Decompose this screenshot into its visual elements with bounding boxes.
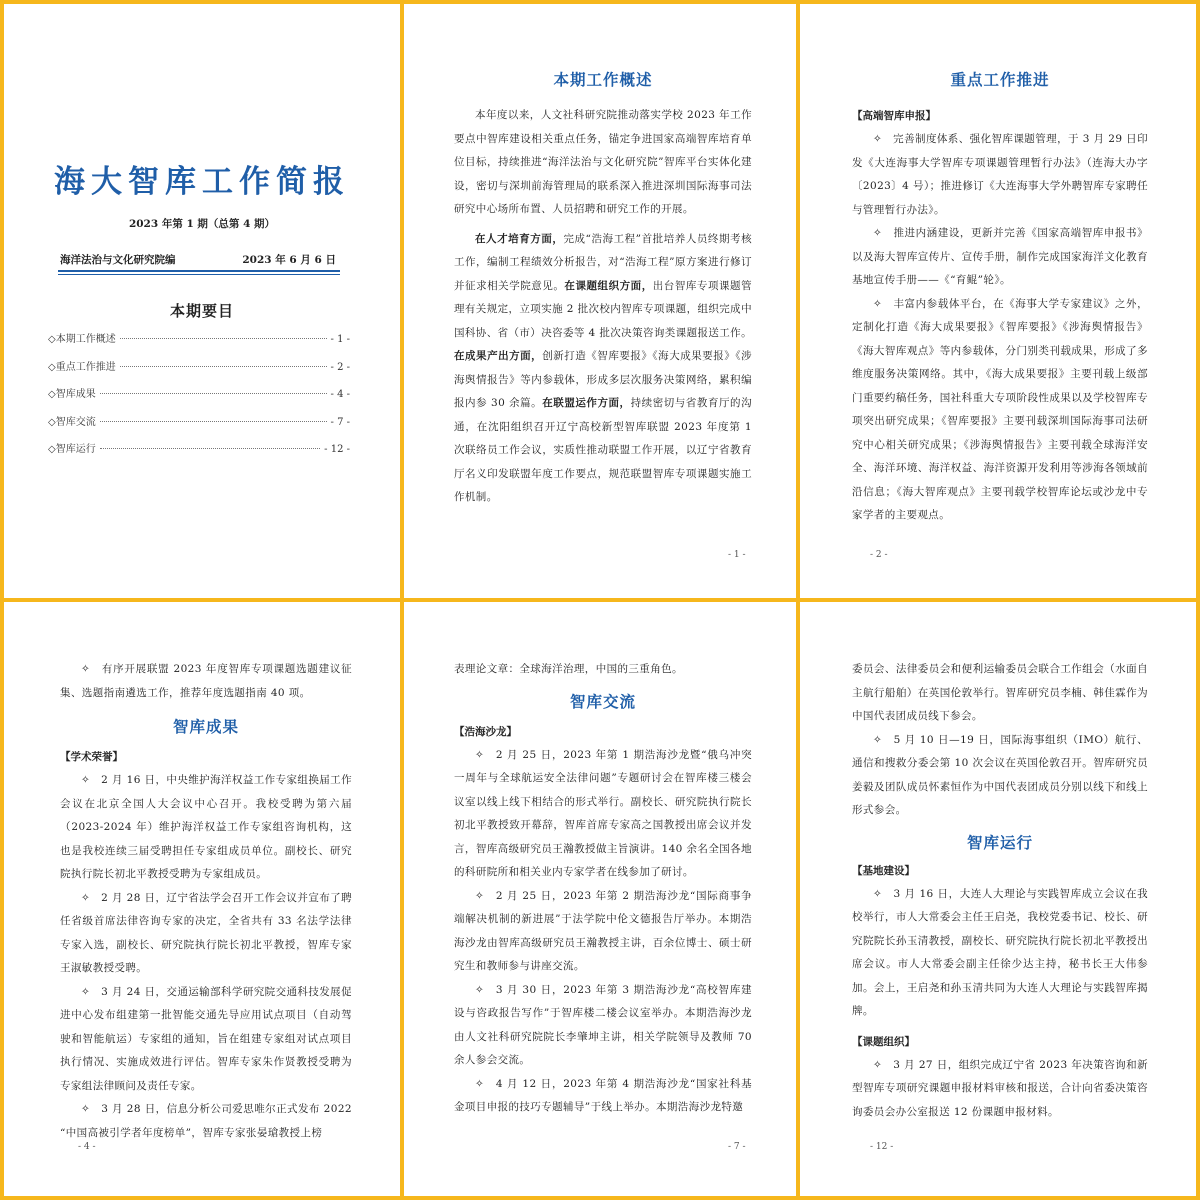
header-rule	[58, 270, 340, 272]
toc-item[interactable]: ◇智库运行 - 12 -	[48, 444, 350, 455]
page-number: - 2 -	[870, 550, 888, 560]
paragraph: 表理论文章：全球海洋治理，中国的三重角色。	[454, 663, 683, 675]
cover-meta	[60, 252, 336, 267]
toc-item[interactable]: ◇智库交流 - 7 -	[48, 416, 350, 428]
subsection-label: 【浩海沙龙】	[454, 725, 517, 738]
paragraph: ✧ 3 月 24 日，交通运输部科学研究院交通科技发展促进中心发布组建第一批智能交通先导应用试点项目（自动驾驶和智能航运）专家组的通知，旨在组建专家组对试点项目执行情况、实施成效进行评估。智库专家朱作贤教授受聘为专家组法律顾问及责任专家。	[60, 985, 352, 1092]
subsection-label: 【课题组织】	[852, 1035, 915, 1048]
section-title: 智库运行	[966, 833, 1033, 852]
issue-number: 2023 年第 1 期（总第 4 期）	[128, 218, 276, 230]
toc-title: 本期要目	[169, 302, 234, 320]
page-2	[800, 4, 1196, 598]
paragraph: ✧ 推进内涵建设，更新并完善《国家高端智库申报书》以及海大智库宣传片、宣传手册，制作完成国家海洋文化教育基地宣传手册——《“育鲲”轮》。	[852, 227, 1148, 286]
toc-item[interactable]: ◇智库成果 - 4 -	[48, 389, 350, 400]
paragraph: ✧ 2 月 28 日，辽宁省法学会召开工作会议并宣布了聘任省级首席法律咨询专家的决定，全省共有 33 名法学法律专家入选，副校长、研究院执行院长初北平教授，智库专家王淑敏教授受聘。	[60, 891, 352, 974]
page-7	[404, 602, 796, 1196]
paragraph: 在人才培育方面，完成“浩海工程”首批培养人员终期考核工作，编制工程绩效分析报告，对“浩海工程”原方案进行修订并征求相关学院意见。在课题组织方面，出台智库专项课题管理有关规定，立项实施 2 批次校内智库专项课题，组织完成中国科协、省（市）决咨委等 4 批次决策咨询类课题报送工作。在成果产出方面，创新打造《智库要报》《海大成果要报》《涉海舆情报告》等内参载体，形成多层次服务决策网络，累积编报内参 30 余篇。在联盟运作方面，持续密切与省教育厅的沟通，在沈阳组织召开辽宁高校新型智库联盟 2023 年度第 1 次联络员工作会议，实质性推动联盟工作开展，以辽宁省教育厅名义印发联盟年度工作要点，规范联盟智库专项课题实施工作机制。	[454, 232, 753, 503]
cover-page	[4, 4, 400, 598]
page-1	[404, 4, 796, 598]
page-number: - 1 -	[728, 550, 746, 560]
section-title: 重点工作推进	[950, 71, 1050, 89]
paragraph: ✧ 4 月 12 日，2023 年第 4 期浩海沙龙“国家社科基金项目申报的技巧专题辅导”于线上举办。本期浩海沙龙特邀	[454, 1077, 752, 1113]
paragraph: ✧ 丰富内参载体平台，在《海事大学专家建议》之外，定制化打造《海大成果要报》《智库要报》《涉海舆情报告》《海大智库观点》等内参载体，分门别类刊载成果，形成了多维度服务决策网络。其中，《海大成果要报》主要刊载上级部门重要约稿任务，国社科重大专项阶段性成果以及学校智库专项突出研究成果；《智库要报》主要刊载深圳国际海事司法研究中心相关研究成果；《涉海舆情报告》主要刊载全球海洋安全、海洋环境、海洋权益、海洋资源开发利用等涉海各领域前沿信息；《海大智库观点》主要刊载学校智库论坛或沙龙中专家学者的主要观点。	[852, 297, 1148, 521]
paragraph: ✧ 3 月 28 日，信息分析公司爱思唯尔正式发布 2022 “中国高被引学者年度榜单”，智库专家张晏瑲教授上榜	[60, 1103, 352, 1139]
paragraph: ✧ 5 月 10 日—19 日，国际海事组织（IMO）航行、通信和搜救分委会第 10 次会议在英国伦敦召开。智库研究员姜毅及团队成员怀素恒作为中国代表团成员分别以线下和线上形式参会。	[852, 733, 1148, 816]
subsection-label: 【学术荣誉】	[60, 751, 123, 763]
page-number: - 7 -	[728, 1142, 746, 1152]
paragraph: ✧ 3 月 30 日，2023 年第 3 期浩海沙龙“高校智库建设与咨政报告写作”于智库楼二楼会议室举办。本期浩海沙龙由人文社科研究院院长李肇坤主讲，相关学院领导及教师 70 余人参会交流。	[454, 983, 752, 1066]
toc-item[interactable]: ◇重点工作推进 - 2 -	[48, 361, 350, 373]
paragraph: ✧ 完善制度体系、强化智库课题管理，于 3 月 29 日印发《大连海事大学智库专项课题管理暂行办法》（连海大办字〔2023〕4 号）；推进修订《大连海事大学外聘智库专家聘任与管理暂行办法》。	[852, 133, 1148, 216]
paragraph: 委员会、法律委员会和便利运输委员会联合工作组会（水面自主航行船舶）在英国伦敦举行。智库研究员李楠、韩佳霖作为中国代表团成员线下参会。	[852, 663, 1148, 722]
cover-title: 海大智库工作简报	[54, 164, 350, 200]
section-title: 本期工作概述	[553, 71, 653, 89]
page-12	[800, 602, 1196, 1196]
paragraph: ✧ 3 月 16 日，大连人大理论与实践智库成立会议在我校举行，市人大常委会主任王启尧，我校党委书记、校长、研究院院长孙玉清教授，副校长、研究院执行院长初北平教授出席会议。市人大常委会副主任徐少达主持，秘书长王大伟参加。会上，王启尧和孙玉清共同为大连人大理论与实践智库揭牌。	[852, 887, 1148, 1017]
page-4	[4, 602, 400, 1196]
publish-date: 2023 年 6 月 6 日	[242, 254, 336, 266]
paragraph: ✧ 3 月 27 日，组织完成辽宁省 2023 年决策咨询和新型智库专项研究课题申报材料审核和报送，合计向省委决策咨询委员会办公室报送 12 份课题申报材料。	[852, 1058, 1148, 1118]
page-number: - 4 -	[78, 1142, 96, 1152]
paragraph: ✧ 2 月 25 日，2023 年第 2 期浩海沙龙“国际商事争端解决机制的新进展”于法学院中伦文德报告厅举办。本期浩海沙龙由智库高级研究员王瀚教授主讲，百余位博士、硕士研究生和教师参与讲座交流。	[454, 889, 752, 972]
paragraph: 本年度以来，人文社科研究院推动落实学校 2023 年工作要点中智库建设相关重点任务，锚定争进国家高端智库培育单位目标，持续推进“海洋法治与文化研究院”智库平台实体化建设，密切与深圳前海管理局的联系深入推进深圳国际海事司法研究中心场所布置、人员招聘和研究工作的开展。	[454, 109, 752, 215]
table-of-contents	[48, 330, 350, 468]
header-rule-thin	[58, 274, 340, 275]
subsection-label: 【基地建设】	[852, 864, 915, 877]
paragraph: ✧ 2 月 25 日，2023 年第 1 期浩海沙龙暨“俄乌冲突一周年与全球航运安全法律问题”专题研讨会在智库楼三楼会议室以线上线下相结合的形式举行。副校长、研究院执行院长初北平教授致开幕辞，智库首席专家高之国教授出席会议并发言，智库高级研究员王瀚教授做主旨演讲。140 余名全国各地的科研院所和相关业内专家学者在线参加了研讨。	[454, 748, 752, 878]
subsection-label: 【高端智库申报】	[852, 110, 936, 122]
paragraph: ✧ 有序开展联盟 2023 年度智库专项课题选题建议征集、选题指南遴选工作，推荐年度选题指南 40 项。	[60, 663, 352, 699]
publisher: 海洋法治与文化研究院编	[60, 254, 176, 266]
section-title: 智库成果	[172, 718, 239, 736]
page-number: - 12 -	[870, 1142, 894, 1152]
toc-item[interactable]: ◇本期工作概述 - 1 -	[48, 334, 350, 345]
paragraph: ✧ 2 月 16 日，中央维护海洋权益工作专家组换届工作会议在北京全国人大会议中心召开。我校受聘为第六届（2023-2024 年）维护海洋权益工作专家组咨询机构，这也是我校连续三届受聘担任专家组成员单位。副校长、研究院执行院长初北平教授受聘为专家组成员。	[60, 774, 352, 880]
section-title: 智库交流	[569, 692, 636, 711]
